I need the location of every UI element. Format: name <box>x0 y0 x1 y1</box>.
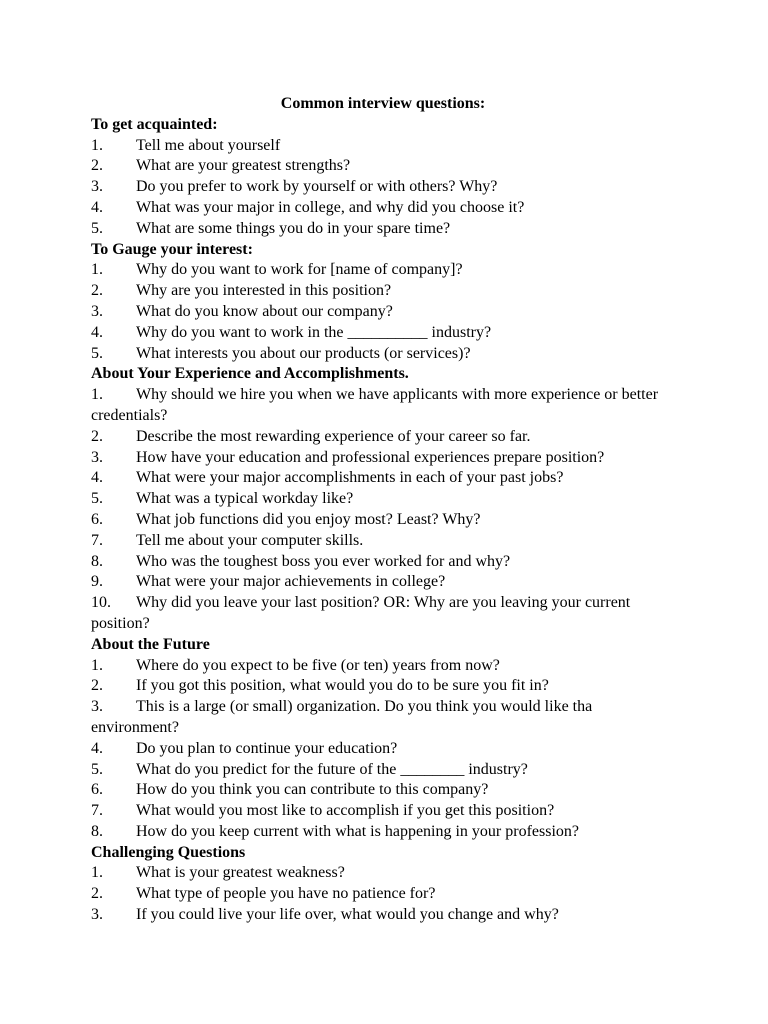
item-text: What type of people you have no patience for? <box>136 885 436 903</box>
item-text: What were your major accomplishments in each of your past jobs? <box>136 469 564 487</box>
item-number: 3. <box>91 178 103 196</box>
item-number: 2. <box>91 282 103 300</box>
list-item <box>91 739 681 760</box>
item-text: Describe the most rewarding experience of your career so far. <box>136 427 531 445</box>
item-text: What was a typical workday like? <box>136 490 354 508</box>
list-item <box>91 448 681 469</box>
item-text: What do you know about our company? <box>136 302 393 320</box>
item-text: Where do you expect to be five (or ten) years from now? <box>136 656 500 674</box>
item-number: 8. <box>91 822 103 840</box>
item-text: Do you plan to continue your education? <box>136 739 398 757</box>
item-number: 2. <box>91 677 103 695</box>
item-number: 1. <box>91 656 103 674</box>
list-item <box>91 531 681 552</box>
list-item <box>91 177 681 198</box>
list-item <box>91 780 681 801</box>
list-item <box>91 302 681 323</box>
item-text: How do you keep current with what is happening in your profession? <box>136 822 580 840</box>
item-text: If you got this position, what would you do to be sure you fit in? <box>136 677 549 695</box>
list-item <box>91 572 681 593</box>
item-number: 9. <box>91 573 103 591</box>
item-text: Why do you want to work for [name of company]? <box>136 261 463 279</box>
item-text: What interests you about our products (or services)? <box>136 344 471 362</box>
item-text: How have your education and professional experiences prepare position? <box>136 448 605 466</box>
item-number: 4. <box>91 198 103 216</box>
item-number: 3. <box>91 302 103 320</box>
item-text: What is your greatest weakness? <box>136 864 345 882</box>
document-title: Common interview questions: <box>280 95 486 112</box>
list-item <box>91 156 681 177</box>
item-text: What do you predict for the future of the ________ industry? <box>136 760 528 778</box>
item-text: Why did you leave your last position? OR: Why are you leaving your current position? <box>91 594 631 632</box>
item-text: Do you prefer to work by yourself or with others? Why? <box>136 178 498 196</box>
list-item <box>91 697 681 739</box>
section-heading-gauge-interest: To Gauge your interest: <box>91 240 253 258</box>
list-item <box>91 136 681 157</box>
item-number: 2. <box>91 157 103 175</box>
section-heading-future: About the Future <box>91 635 210 653</box>
list-item <box>91 344 681 365</box>
list-item <box>91 489 681 510</box>
list-item <box>91 593 681 635</box>
list-item <box>91 905 681 926</box>
item-text: What are your greatest strengths? <box>136 157 351 175</box>
list-item <box>91 323 681 344</box>
item-text: What are some things you do in your spare time? <box>136 219 451 237</box>
section-heading-challenging: Challenging Questions <box>91 843 246 861</box>
item-text: How do you think you can contribute to this company? <box>136 781 489 799</box>
list-item <box>91 676 681 697</box>
list-item <box>91 281 681 302</box>
item-number: 8. <box>91 552 103 570</box>
item-text: What was your major in college, and why did you choose it? <box>136 198 525 216</box>
item-number: 1. <box>91 136 103 154</box>
item-number: 5. <box>91 490 103 508</box>
item-text: If you could live your life over, what would you change and why? <box>136 906 559 924</box>
list-item <box>91 219 681 240</box>
list-item <box>91 385 681 427</box>
list-item <box>91 468 681 489</box>
item-number: 3. <box>91 698 103 716</box>
item-number: 4. <box>91 323 103 341</box>
list-item <box>91 427 681 448</box>
item-number: 2. <box>91 427 103 445</box>
item-text: This is a large (or small) organization. Do you think you would like tha environment? <box>91 698 593 736</box>
item-number: 1. <box>91 864 103 882</box>
list-item <box>91 260 681 281</box>
list-item <box>91 510 681 531</box>
item-text: What would you most like to accomplish if you get this position? <box>136 802 555 820</box>
item-number: 6. <box>91 781 103 799</box>
list-item <box>91 884 681 905</box>
document-page <box>91 94 681 926</box>
section-heading-experience: About Your Experience and Accomplishments. <box>91 365 409 383</box>
item-text: What job functions did you enjoy most? Least? Why? <box>136 510 481 528</box>
item-number: 3. <box>91 906 103 924</box>
list-item <box>91 656 681 677</box>
item-text: Why should we hire you when we have applicants with more experience or better credentials? <box>91 386 659 424</box>
item-number: 1. <box>91 386 103 404</box>
item-text: Why are you interested in this position? <box>136 282 392 300</box>
item-text: Tell me about yourself <box>136 136 281 154</box>
item-number: 1. <box>91 261 103 279</box>
item-text: Who was the toughest boss you ever worked for and why? <box>136 552 511 570</box>
item-number: 4. <box>91 469 103 487</box>
item-number: 7. <box>91 531 103 549</box>
item-text: Why do you want to work in the __________ industry? <box>136 323 492 341</box>
item-number: 10. <box>91 594 111 612</box>
item-text: Tell me about your computer skills. <box>136 531 364 549</box>
item-number: 5. <box>91 344 103 362</box>
item-number: 7. <box>91 802 103 820</box>
list-item <box>91 863 681 884</box>
item-number: 5. <box>91 760 103 778</box>
section-heading-get-acquainted: To get acquainted: <box>91 115 218 133</box>
item-number: 2. <box>91 885 103 903</box>
item-number: 4. <box>91 739 103 757</box>
list-item <box>91 198 681 219</box>
list-item <box>91 801 681 822</box>
list-item <box>91 552 681 573</box>
item-number: 5. <box>91 219 103 237</box>
item-number: 3. <box>91 448 103 466</box>
list-item <box>91 760 681 781</box>
item-text: What were your major achievements in college? <box>136 573 446 591</box>
item-number: 6. <box>91 510 103 528</box>
list-item <box>91 822 681 843</box>
